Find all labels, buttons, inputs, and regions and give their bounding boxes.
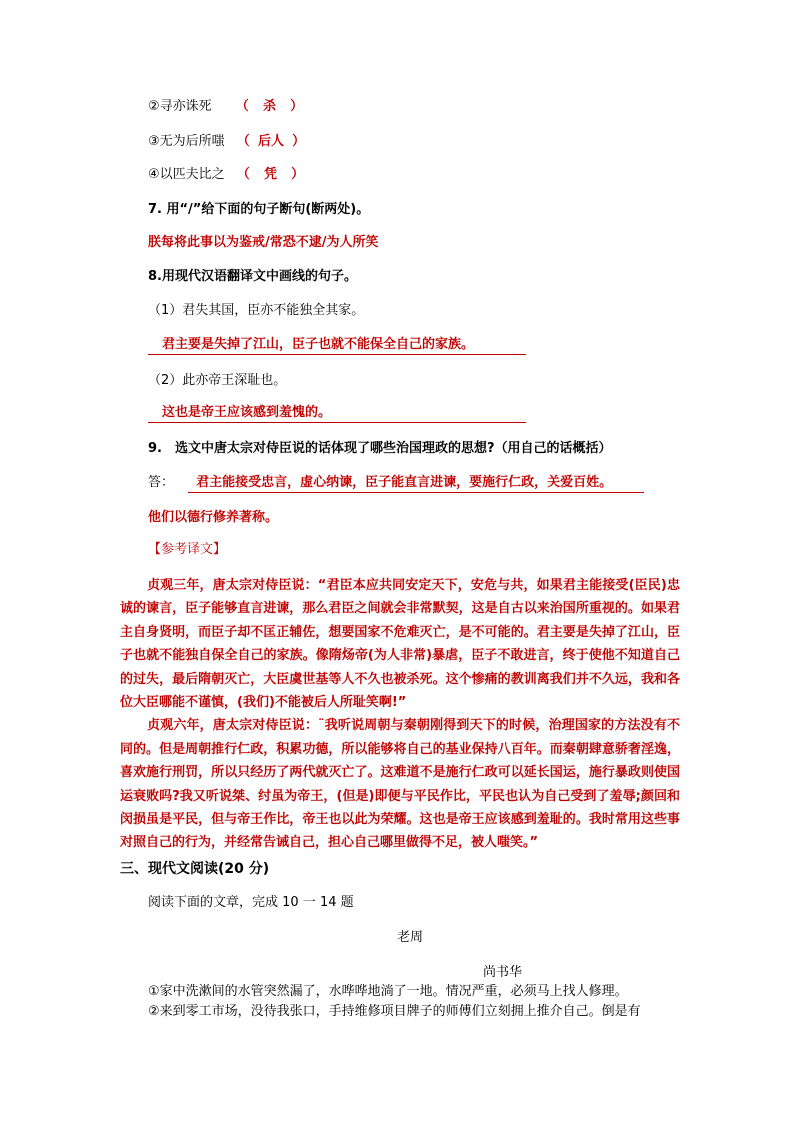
- reference-heading: 【参考译文】: [148, 542, 227, 557]
- vocab-answer: 凭: [263, 167, 277, 182]
- q9-answer-line1: 君主能接受忠言，虚心纳谏，臣子能直言进谏，要施行仁政，关爱百姓。: [188, 474, 644, 493]
- reference-paragraph-1: 贞观三年，唐太宗对侍臣说：“君臣本应共同安定天下，安危与共，如果君主能接受(臣民)忠诚的谏言，臣子能够直言进谏，那么君臣之间就会非常默契，这是自古以来治国所重视的。如果君主自身贤明，而臣子却不匡正辅佐，想要国家不危难灭亡，是不可能的。君主要是失掉了江山，臣子也就不能独自保全自己的家族。像隋炀帝(为人非常)暴虐，臣子不敢进言，终于使他不知道自己的过失，最后隋朝灭亡，大臣虞世基等人不久也被杀死。这个惨痛的教训离我们并不久远，我和各位大臣哪能不谨慎，(我们)不能被后人所耻笑啊!”: [120, 578, 680, 711]
- article-author: 尚书华: [483, 965, 523, 980]
- vocab-text: ③无为后所嗤: [148, 134, 225, 149]
- article-title: 老周: [397, 930, 424, 945]
- q7-question: 7. 用“/”给下面的句子断句(断两处)。: [148, 202, 370, 217]
- q8-question: 8.用现代汉语翻译文中画线的句子。: [148, 269, 357, 284]
- vocab-item: [148, 133, 305, 151]
- q8-answer-1: [148, 336, 526, 355]
- q9-answer-line2: 他们以德行修养著称。: [148, 510, 279, 525]
- vocab-text: ④以匹夫比之: [148, 167, 225, 182]
- q7-answer: 朕每将此事以为鉴戒/常恐不逮/为人所笑: [148, 235, 379, 250]
- vocab-item: [148, 166, 304, 184]
- vocab-answer: 后人: [257, 134, 284, 149]
- vocab-answer: 杀: [262, 99, 276, 114]
- q8-prompt-2: （2）此亦帝王深耻也。: [148, 373, 287, 388]
- section3-instruction: 阅读下面的文章，完成 10 一 14 题: [148, 895, 354, 910]
- q9-question: 9. 选文中唐太宗对侍臣说的话体现了哪些治国理政的思想?（用自己的话概括）: [148, 441, 612, 456]
- article-body: [148, 983, 673, 1023]
- vocab-close: ）: [290, 99, 304, 114]
- section3-heading: 三、现代文阅读(20 分): [120, 861, 270, 877]
- vocab-open: （: [235, 99, 249, 114]
- vocab-close: ）: [291, 167, 305, 182]
- q8-answer-2: [148, 404, 526, 423]
- q8-answer-2-text: 这也是帝王应该感到羞愧的。: [162, 405, 332, 420]
- q9-answer-row: [148, 474, 644, 493]
- vocab-close: ）: [292, 134, 306, 149]
- reference-body: [120, 574, 680, 855]
- article-paragraph-1: ①家中洗漱间的水管突然漏了，水哗哗地淌了一地。情况严重，必须马上找人修理。: [148, 984, 628, 999]
- q9-answer-label: 答：: [148, 475, 175, 490]
- article-paragraph-2: ②来到零工市场，没待我张口，手持维修项目牌子的师傅们立刻拥上推介自己。倒是有: [148, 1004, 641, 1019]
- vocab-text: ②寻亦诛死: [148, 99, 212, 114]
- q8-answer-1-text: 君主要是失掉了江山，臣子也就不能保全自己的家族。: [162, 337, 475, 352]
- vocab-open: （: [236, 134, 250, 149]
- vocab-open: （: [236, 167, 250, 182]
- q8-prompt-1: （1）君失其国，臣亦不能独全其家。: [148, 303, 365, 318]
- reference-paragraph-2: 贞观六年，唐太宗对侍臣说：¨我听说周朝与秦朝刚得到天下的时候，治理国家的方法没有不同的。但是周朝推行仁政，积累功德，所以能够将自己的基业保持八百年。而秦朝肆意骄奢淫逸，喜欢施行刑罚，所以只经历了两代就灭亡了。这难道不是施行仁政可以延长国运，施行暴政则使国运衰败吗?我又听说桀、纣虽为帝王，(但是)即便与平民作比，平民也认为自己受到了羞辱;颜回和闵损虽是平民，但与帝王作比，帝王也以此为荣耀。这也是帝王应该感到羞耻的。我时常用这些事对照自己的行为，并经常告诫自己，担心自己哪里做得不足，被人嗤笑。”: [120, 718, 680, 851]
- vocab-item: [148, 98, 303, 116]
